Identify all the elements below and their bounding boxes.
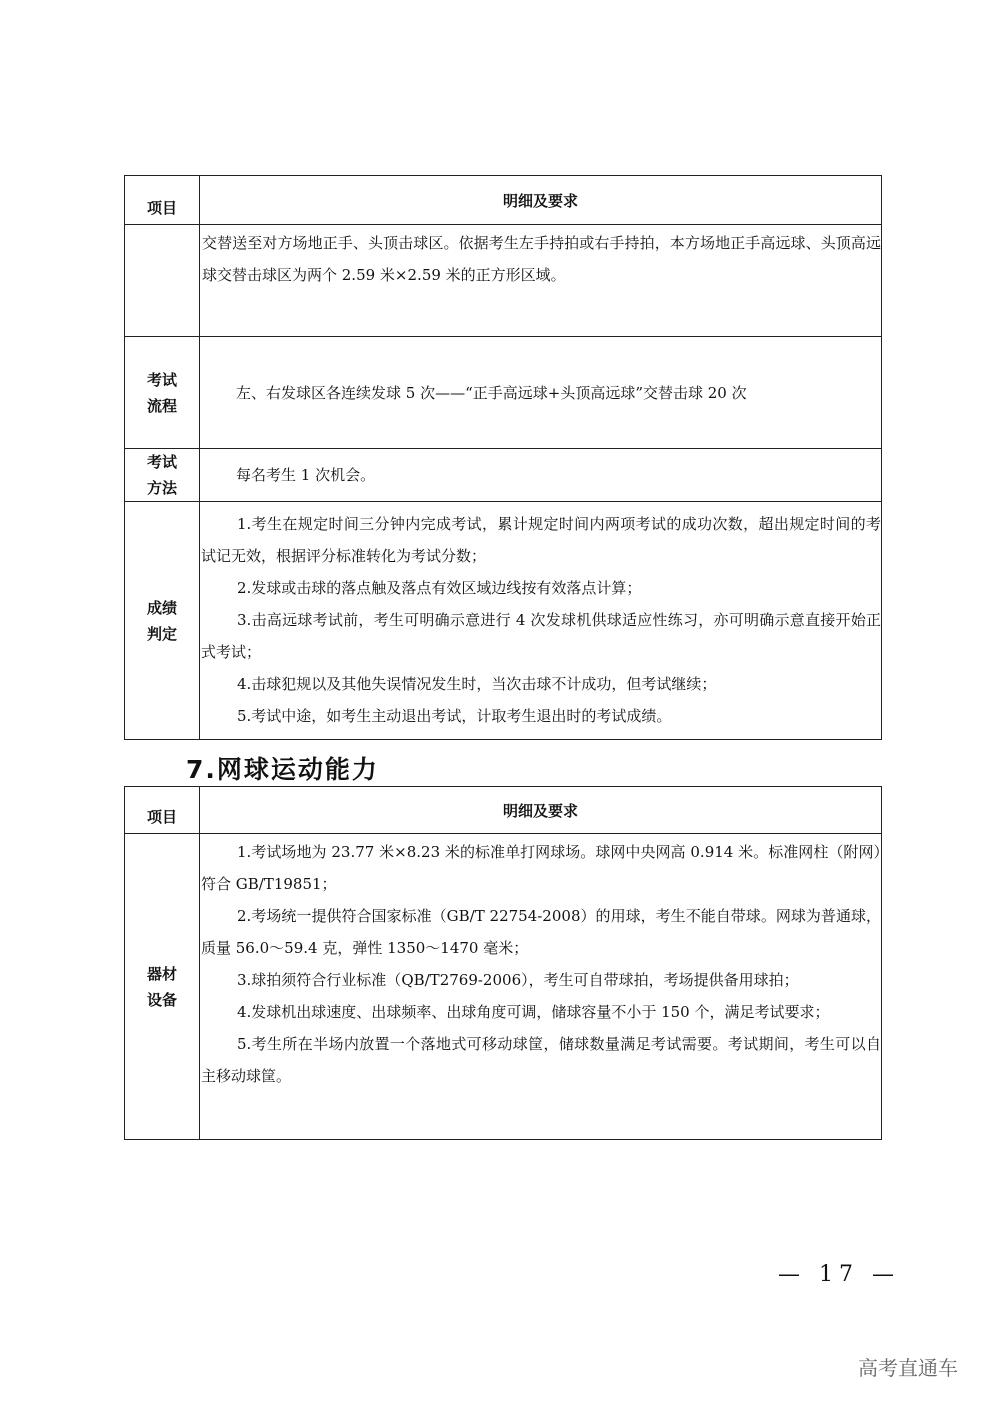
continuation-paragraph: 交替送至对方场地正手、头顶击球区。依据考生左手持拍或右手持拍，本方场地正手高远球、头顶高远球交替击球区为两个 2.59 米×2.59 米的正方形区域。 bbox=[202, 234, 881, 284]
exam-method-row bbox=[125, 449, 882, 502]
scoring-item: 4.击球犯规以及其他失误情况发生时，当次击球不计成功，但考试继续； bbox=[237, 675, 717, 693]
continuation-row bbox=[125, 225, 882, 337]
exam-process-text: 左、右发球区各连续发球 5 次——“正手高远球+头顶高远球”交替击球 20 次 bbox=[200, 337, 882, 449]
watermark-text: 高考直通车 bbox=[858, 1356, 958, 1380]
header-item: 项目 bbox=[125, 176, 200, 225]
exam-process-label bbox=[125, 337, 200, 449]
header-item: 项目 bbox=[125, 787, 200, 834]
empty-label-cell bbox=[125, 225, 200, 337]
label-line: 流程 bbox=[146, 396, 177, 415]
exam-method-text: 每名考生 1 次机会。 bbox=[200, 449, 882, 502]
label-line: 考试 bbox=[146, 453, 177, 471]
label-line: 器材 bbox=[146, 964, 177, 983]
equipment-text bbox=[200, 834, 882, 1140]
exam-process-row bbox=[125, 337, 882, 449]
equipment-item: 1.考试场地为 23.77 米×8.23 米的标准单打网球场。球网中央网高 0.914 米。标准网柱（附网）符合 GB/T19851； bbox=[201, 843, 881, 893]
header-details: 明细及要求 bbox=[200, 787, 882, 834]
equipment-item: 3.球拍须符合行业标准（QB/T2769-2006），考生可自带球拍，考场提供备用球拍； bbox=[237, 971, 799, 989]
scoring-item: 5.考试中途，如考生主动退出考试，计取考生退出时的考试成绩。 bbox=[237, 707, 672, 725]
badminton-spec-table bbox=[124, 175, 882, 740]
table-header-row bbox=[125, 176, 882, 225]
continuation-text bbox=[200, 225, 882, 337]
tennis-spec-table bbox=[124, 786, 882, 1140]
equipment-item: 4.发球机出球速度、出球频率、出球角度可调，储球容量不小于 150 个，满足考试要求； bbox=[237, 1003, 830, 1021]
header-details: 明细及要求 bbox=[200, 176, 882, 225]
label-line: 考试 bbox=[146, 370, 177, 389]
equipment-row bbox=[125, 834, 882, 1140]
label-line: 判定 bbox=[146, 624, 177, 643]
exam-method-label bbox=[125, 449, 200, 502]
equipment-label bbox=[125, 834, 200, 1140]
label-line: 成绩 bbox=[146, 598, 177, 617]
scoring-item: 3.击高远球考试前，考生可明确示意进行 4 次发球机供球适应性练习，亦可明确示意直接开始正式考试； bbox=[201, 611, 881, 661]
equipment-item: 5.考生所在半场内放置一个落地式可移动球筐，储球数量满足考试需要。考试期间，考生可以自主移动球筐。 bbox=[201, 1035, 881, 1085]
scoring-text bbox=[200, 502, 882, 740]
section-title: 7.网球运动能力 bbox=[186, 755, 379, 784]
label-line: 设备 bbox=[146, 990, 177, 1009]
table-header-row bbox=[125, 787, 882, 834]
page-number: — 17 — bbox=[778, 1262, 900, 1287]
scoring-item: 1.考生在规定时间三分钟内完成考试，累计规定时间内两项考试的成功次数，超出规定时间的考试记无效，根据评分标准转化为考试分数； bbox=[201, 515, 881, 565]
equipment-item: 2.考场统一提供符合国家标准（GB/T 22754-2008）的用球，考生不能自带球。网球为普通球，质量 56.0～59.4 克，弹性 1350～1470 毫米； bbox=[201, 907, 881, 957]
label-line: 方法 bbox=[146, 479, 177, 497]
scoring-item: 2.发球或击球的落点触及落点有效区域边线按有效落点计算； bbox=[237, 579, 642, 597]
scoring-row bbox=[125, 502, 882, 740]
scoring-label bbox=[125, 502, 200, 740]
